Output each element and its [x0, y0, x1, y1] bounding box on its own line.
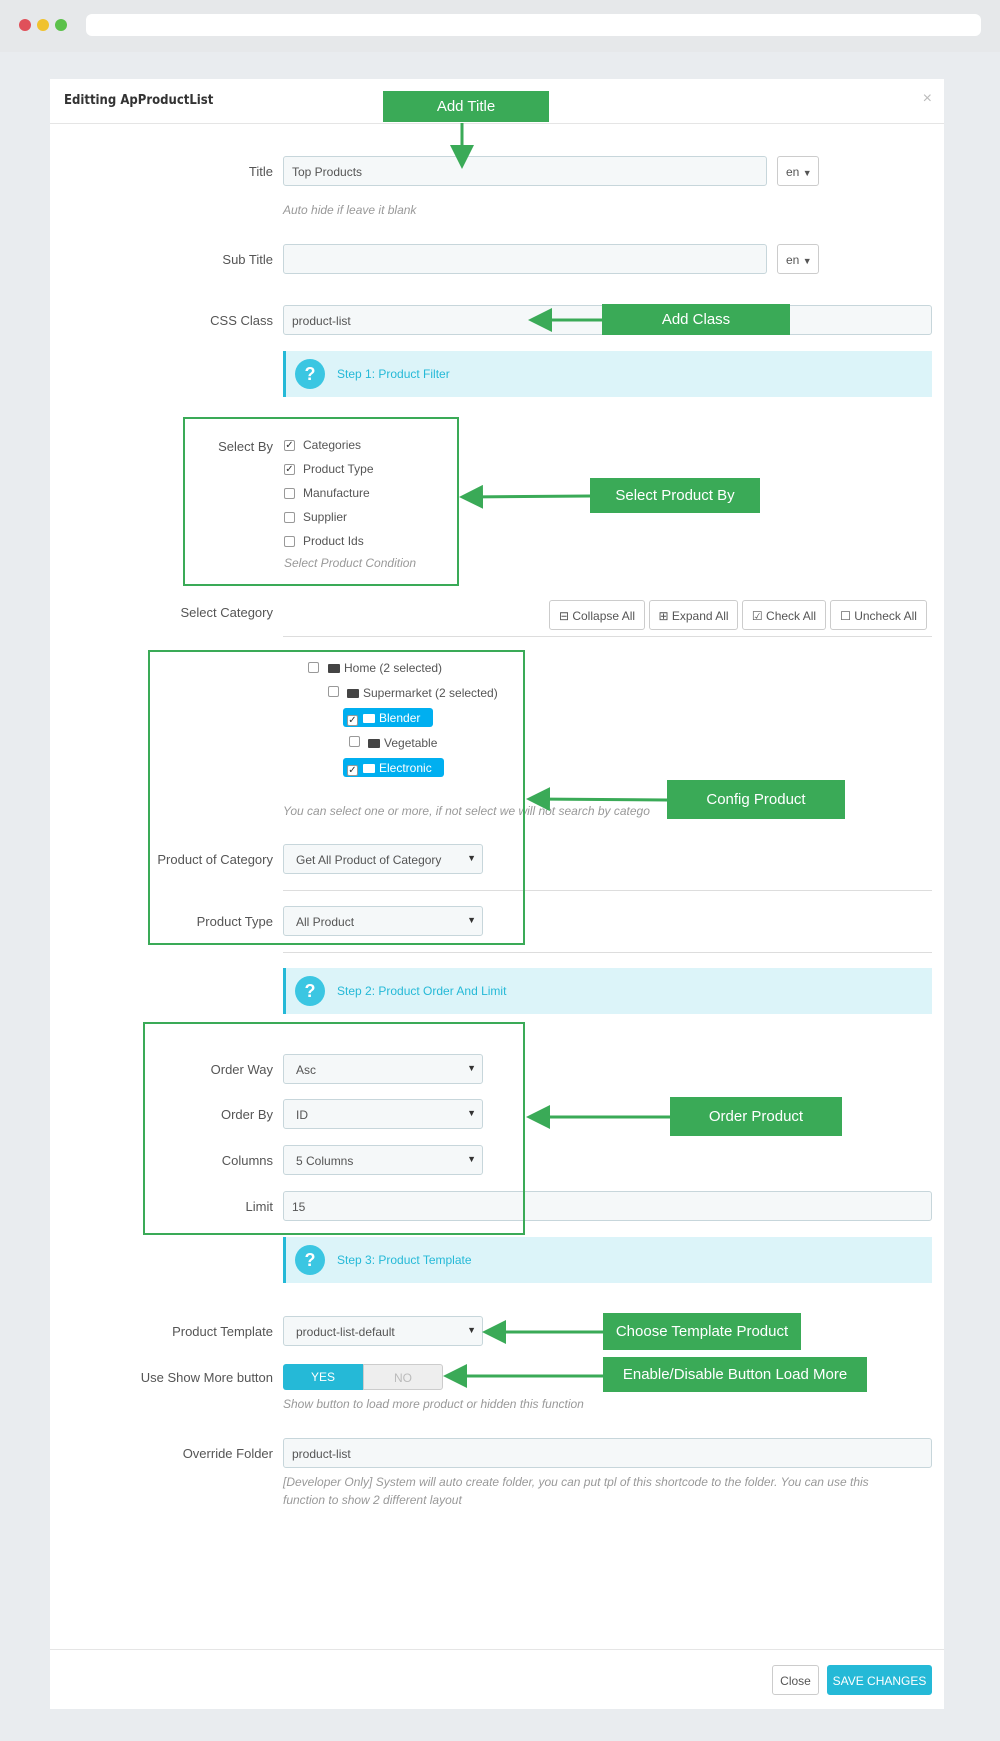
- subtitle-label: Sub Title: [222, 252, 273, 267]
- title-label: Title: [248, 164, 273, 179]
- checkbox-product-type[interactable]: ✓: [285, 464, 294, 475]
- order-by-value: ID: [296, 1108, 308, 1122]
- collapse-all-button[interactable]: [549, 600, 645, 630]
- uncheck-all-button[interactable]: [830, 600, 927, 630]
- step1-text: Step 1: Product Filter: [337, 367, 450, 381]
- address-bar[interactable]: [86, 14, 981, 36]
- order-by-label: Order By: [220, 1107, 273, 1122]
- uncheck-all-label: Uncheck All: [854, 609, 917, 623]
- caret-down-icon: ▼: [467, 853, 476, 863]
- caret-down-icon: ▼: [467, 1325, 476, 1335]
- override-folder-label: Override Folder: [182, 1446, 273, 1461]
- caret-down-icon: ▼: [467, 1108, 476, 1118]
- caret-down-icon: ▼: [802, 256, 812, 266]
- select-category-help: You can select one or more, if not select we will not search by catego: [283, 804, 650, 818]
- help-question-icon: ?: [295, 976, 325, 1006]
- title-lang-label: en: [786, 165, 800, 179]
- tree-item-supermarket-label: Supermarket (2 selected): [363, 686, 498, 700]
- expand-all-label: Expand All: [671, 609, 729, 623]
- collapse-all-label: Collapse All: [572, 609, 636, 623]
- empty-square-icon: ☐: [840, 609, 851, 623]
- columns-value: 5 Columns: [296, 1154, 354, 1168]
- subtitle-input[interactable]: [283, 244, 767, 274]
- caret-down-icon: ▼: [467, 915, 476, 925]
- help-question-icon: ?: [295, 1245, 325, 1275]
- product-type-label: Product Type: [196, 914, 273, 929]
- override-folder-input[interactable]: product-list: [283, 1438, 932, 1468]
- product-type-value: All Product: [296, 915, 355, 929]
- divider: [283, 952, 932, 953]
- option-categories-label: Categories: [303, 438, 362, 452]
- minimize-window-dot[interactable]: [37, 19, 49, 31]
- option-product-type-label: Product Type: [303, 462, 374, 476]
- tree-item-home-label: Home (2 selected): [344, 661, 443, 675]
- select-by-help: Select Product Condition: [284, 556, 417, 570]
- caret-down-icon: ▼: [802, 168, 812, 178]
- product-template-label: Product Template: [172, 1324, 273, 1339]
- product-template-value: product-list-default: [296, 1325, 395, 1339]
- tree-item-vegetable-label: Vegetable: [384, 736, 438, 750]
- annotation-order-product: Order Product: [670, 1097, 842, 1136]
- caret-down-icon: ▼: [467, 1063, 476, 1073]
- show-more-label: Use Show More button: [140, 1370, 273, 1385]
- plus-square-icon: ⊞: [658, 609, 669, 623]
- tree-item-electronic-label: Electronic: [379, 761, 432, 775]
- product-template-select[interactable]: [283, 1316, 483, 1346]
- step2-banner: [283, 968, 932, 1014]
- config-product-highlight-box: [148, 650, 525, 945]
- annotation-config-product: Config Product: [667, 780, 845, 819]
- limit-input[interactable]: 15: [283, 1191, 932, 1221]
- annotation-add-title: Add Title: [383, 91, 549, 122]
- select-category-label: Select Category: [180, 605, 273, 620]
- order-way-label: Order Way: [210, 1062, 273, 1077]
- tree-checkbox-electronic[interactable]: ✓: [348, 765, 357, 776]
- option-supplier-label: Supplier: [303, 510, 348, 524]
- annotation-choose-template: Choose Template Product: [603, 1313, 801, 1350]
- modal-close-icon[interactable]: ×: [922, 90, 932, 107]
- show-more-help: Show button to load more product or hidden this function: [283, 1397, 584, 1411]
- tree-checkbox-blender[interactable]: ✓: [348, 715, 357, 726]
- maximize-window-dot[interactable]: [55, 19, 67, 31]
- title-help: Auto hide if leave it blank: [283, 203, 417, 217]
- modal-title: Editting ApProductList: [64, 93, 214, 108]
- limit-label: Limit: [245, 1199, 273, 1214]
- override-folder-help-2: function to show 2 different layout: [283, 1493, 462, 1507]
- step2-text: Step 2: Product Order And Limit: [337, 984, 507, 998]
- save-changes-button[interactable]: SAVE CHANGES: [827, 1665, 932, 1695]
- css-class-label: CSS Class: [210, 313, 273, 328]
- expand-all-button[interactable]: [649, 600, 738, 630]
- check-all-label: Check All: [766, 609, 817, 623]
- step1-banner: [283, 351, 932, 397]
- show-more-yes-toggle[interactable]: YES: [283, 1364, 363, 1390]
- tree-item-blender-label: Blender: [379, 711, 421, 725]
- select-by-highlight-box: [183, 417, 459, 586]
- help-question-icon: ?: [295, 359, 325, 389]
- checked-square-icon: ☑: [751, 609, 763, 623]
- product-of-category-label: Product of Category: [157, 852, 273, 867]
- override-folder-help-1: [Developer Only] System will auto create folder, you can put tpl of this shortcode to the folder. You can use this: [283, 1475, 869, 1489]
- step3-text: Step 3: Product Template: [337, 1253, 472, 1267]
- caret-down-icon: ▼: [467, 1154, 476, 1164]
- order-product-highlight-box: [143, 1022, 525, 1235]
- subtitle-lang-label: en: [786, 253, 800, 267]
- product-of-category-value: Get All Product of Category: [296, 853, 442, 867]
- close-button[interactable]: Close: [772, 1665, 819, 1695]
- css-class-input[interactable]: product-list: [283, 305, 932, 335]
- subtitle-lang-dropdown[interactable]: [777, 244, 819, 274]
- title-input[interactable]: Top Products: [283, 156, 767, 186]
- modal-footer-divider: [50, 1649, 944, 1650]
- annotation-add-class: Add Class: [602, 304, 790, 335]
- step3-banner: [283, 1237, 932, 1283]
- browser-chrome: [0, 0, 1000, 52]
- show-more-no-toggle[interactable]: NO: [363, 1364, 443, 1390]
- select-by-label: Select By: [218, 439, 273, 454]
- option-manufacture-label: Manufacture: [303, 486, 370, 500]
- order-way-value: Asc: [296, 1063, 317, 1077]
- annotation-enable-disable: Enable/Disable Button Load More: [603, 1357, 867, 1392]
- annotation-select-product-by: Select Product By: [590, 478, 760, 513]
- divider: [283, 636, 932, 637]
- columns-label: Columns: [221, 1153, 273, 1168]
- checkbox-categories[interactable]: ✓: [285, 440, 294, 451]
- option-product-ids-label: Product Ids: [303, 534, 364, 548]
- close-window-dot[interactable]: [19, 19, 31, 31]
- title-lang-dropdown[interactable]: [777, 156, 819, 186]
- minus-square-icon: ⊟: [558, 609, 569, 623]
- check-all-button[interactable]: [742, 600, 826, 630]
